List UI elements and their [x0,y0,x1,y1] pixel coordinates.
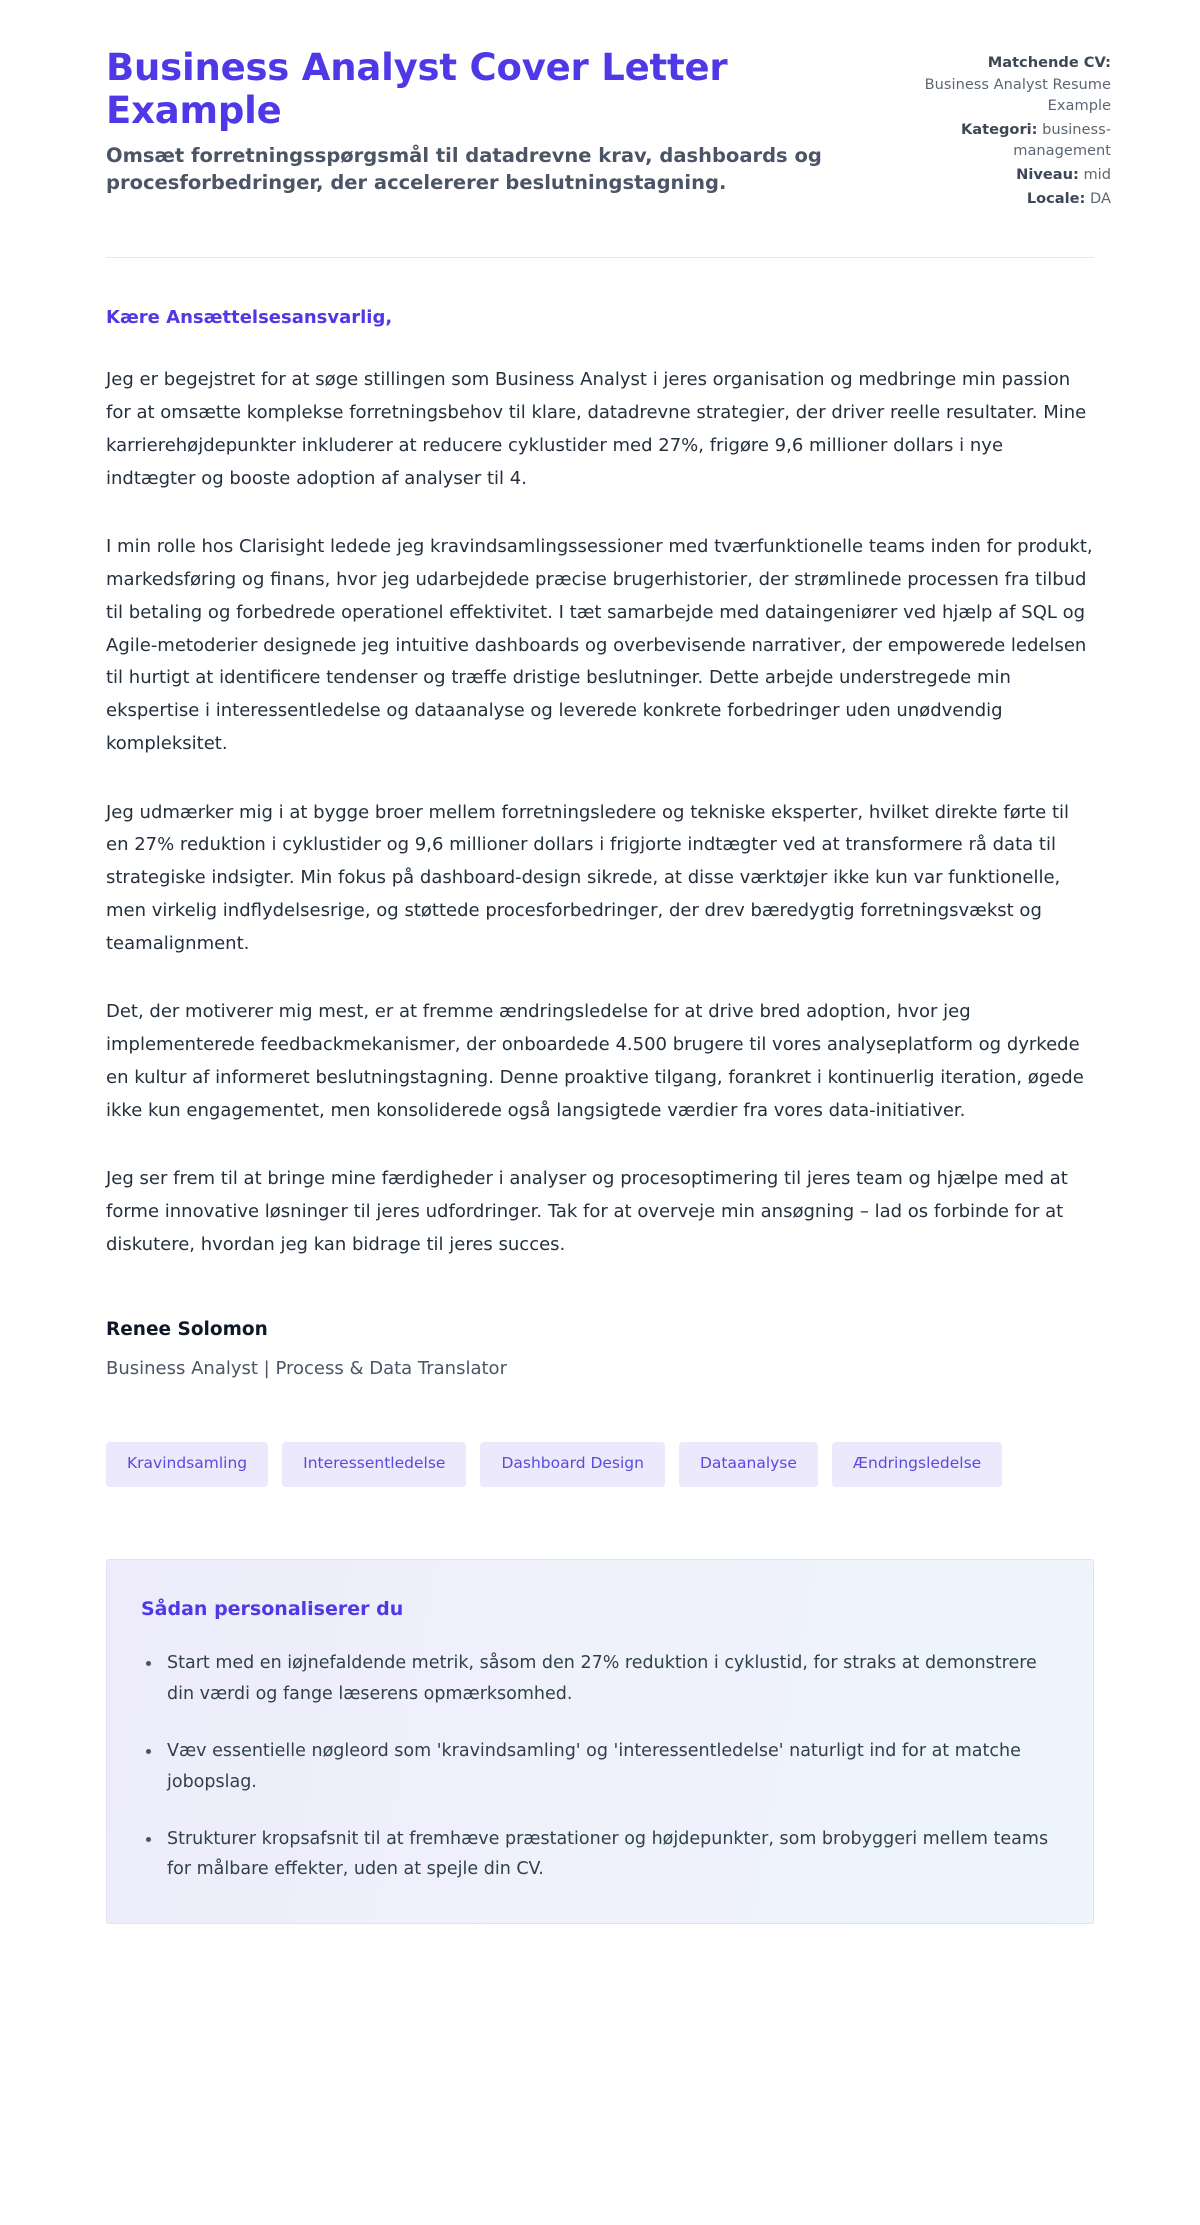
letter-salutation: Kære Ansættelsesansvarlig, [106,307,393,329]
meta-level [891,164,1111,186]
meta-matching-cv-value: Business Analyst Resume Example [924,75,1111,115]
meta-locale [891,188,1111,210]
document-metadata [891,46,1111,209]
personalization-tips-panel [106,1559,1094,1924]
meta-matching-cv-label: Matchende CV: [987,54,1111,71]
meta-matching-cv [891,52,1111,117]
tips-list-item: Væv essentielle nøgleord som 'kravindsamling' og 'interessentledelse' naturligt ind for at matche jobopslag. [141,1736,1053,1798]
meta-category [891,119,1111,162]
skill-tag[interactable]: Interessentledelse [282,1442,466,1487]
tips-list [141,1648,1053,1885]
meta-level-label: Niveau: [1016,165,1079,183]
skill-tag[interactable]: Dataanalyse [679,1442,818,1487]
tips-list-item: Start med en iøjnefaldende metrik, såsom den 27% reduktion i cyklustid, for straks at demonstrere din værdi og fange læserens opmærksomhed. [141,1648,1053,1710]
skill-tag[interactable]: Ændringsledelse [832,1442,1002,1487]
letter-paragraph: Jeg udmærker mig i at bygge broer mellem forretningsledere og tekniske eksperter, hvilket direkte førte til en 27% reduktion i cyklustider og 9,6 millioner dollars i frigjorte indtægter ved at transformere rå data til strategiske indsigter. Min fokus på dashboard-design sikrede, at disse værktøjer ikke kun var funktionelle, men virkelig indflydelsesrige, og støttede procesforbedringer, der drev bæredygtig forretningsvækst og teamalignment. [106,801,1070,954]
tips-title: Sådan personaliserer du [141,1597,404,1620]
letter-paragraph: Jeg er begejstret for at søge stillingen som Business Analyst i jeres organisation og medbringe min passion for at omsætte komplekse forretningsbehov til klare, datadrevne strategier, der driver reelle resultater. Mine karrierehøjdepunkter inkluderer at reducere cyklustider med 27%, frigøre 9,6 millioner dollars i nye indtægter og booste adoption af analyser til 4. [106,369,1087,489]
page-header [106,46,1111,209]
meta-category-label: Kategori: [960,120,1038,138]
letter-paragraph: Det, der motiverer mig mest, er at fremme ændringsledelse for at drive bred adoption, hvor jeg implementerede feedbackmekanismer, der onboardede 4.500 brugere til vores analyseplatform og dyrkede en kultur af informeret beslutningstagning. Denne proaktive tilgang, forankret i kontinuerlig iteration, øgede ikke kun engagementet, men konsoliderede også langsigtede værdier fra vores data-initiativer. [106,1001,1084,1121]
meta-category-value: business-management [1013,120,1111,160]
letter-paragraph: Jeg ser frem til at bringe mine færdigheder i analyser og procesoptimering til jeres team og hjælpe med at forme innovative løsninger til jeres udfordringer. Tak for at overveje min ansøgning – lad os forbinde for at diskutere, hvordan jeg kan bidrage til jeres succes. [106,1168,1068,1255]
skill-tag[interactable]: Dashboard Design [480,1442,665,1487]
signature-role: Business Analyst | Process & Data Translator [106,1358,507,1380]
meta-level-value: mid [1083,165,1111,183]
header-title-block [106,46,851,197]
page-subtitle: Omsæt forretningsspørgsmål til datadrevne krav, dashboards og procesforbedringer, der accelererer beslutningstagning. [106,143,822,195]
letter-paragraph: I min rolle hos Clarisight ledede jeg kravindsamlingssessioner med tværfunktionelle teams inden for produkt, markedsføring og finans, hvor jeg udarbejdede præcise brugerhistorier, der strømlinede processen fra tilbud til betaling og forbedrede operationel effektivitet. I tæt samarbejde med dataingeniører ved hjælp af SQL og Agile-metoderier designede jeg intuitive dashboards og overbevisende narrativer, der empowerede ledelsen til hurtigt at identificere tendenser og træffe dristige beslutninger. Dette arbejde understregede min ekspertise i interessentledelse og dataanalyse og leverede konkrete forbedringer uden unødvendig kompleksitet. [106,536,1093,754]
skill-tag[interactable]: Kravindsamling [106,1442,268,1487]
meta-locale-value: DA [1090,189,1111,207]
signature-name: Renee Solomon [106,1318,268,1340]
meta-locale-label: Locale: [1026,189,1086,207]
signature-block [106,1316,1094,1383]
page-title: Business Analyst Cover Letter Example [106,46,728,133]
tips-list-item: Strukturer kropsafsnit til at fremhæve præstationer og højdepunkter, som brobyggeri mellem teams for målbare effekter, uden at spejle din CV. [141,1824,1053,1886]
skill-tag-list [106,1442,1094,1487]
cover-letter-body [106,258,1094,1261]
